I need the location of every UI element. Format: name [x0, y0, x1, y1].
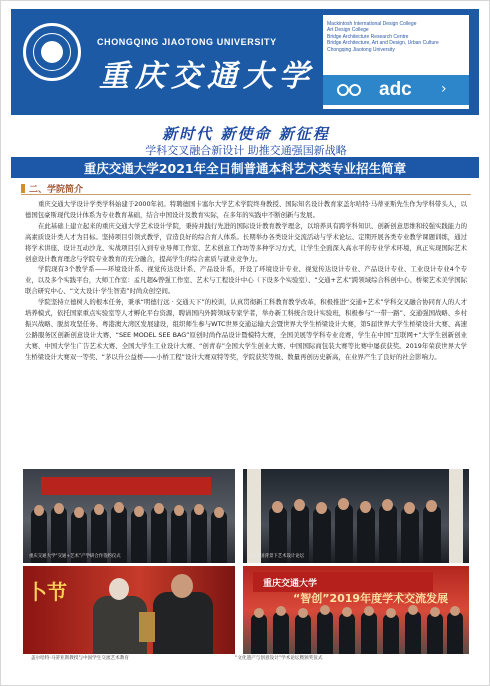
photo-forum-group — [243, 469, 469, 563]
adc-logo: adc — [379, 79, 412, 100]
heading-marker-icon — [21, 184, 25, 193]
section-body — [25, 199, 467, 363]
section-heading — [21, 182, 471, 195]
university-seal-icon — [23, 23, 81, 81]
university-name-en: CHONGQING JIAOTONG UNIVERSITY — [97, 37, 277, 47]
backdrop-text: “智创”2019年度学术交流发展 — [293, 592, 449, 605]
partner-line: Art Design College — [327, 27, 369, 34]
slogan: 新时代 新使命 新征程 — [162, 125, 330, 143]
stage-banner — [41, 477, 211, 495]
paragraph: 重庆交通大学设计学类学科始建于2000年初。特聘德国卡塞尔大学艺术学院终身教授、国际知名设计教育家盖尔哈特·马蒂亚斯先生作为学科带头人，以德国包豪斯现代设计体系为专业教育基础，结合中国设计及教育实际，在多年的实践中不断创新与发展。 — [25, 200, 467, 219]
header-banner — [11, 9, 479, 115]
photo-award-ceremony — [243, 566, 469, 654]
university-name-cn: 重庆交通大学 — [99, 59, 315, 94]
chevron-right-icon: › — [441, 81, 447, 97]
partner-line: Bridge Architecture, Art and Design, Urban Culture — [327, 40, 439, 47]
partner-line: Chongqing Jiaotong University — [327, 46, 395, 53]
photo-overlay-caption: 重庆交通大学“交通+艺术”产学研合作签约仪式 — [29, 554, 121, 559]
photo-professor-exchange — [23, 566, 235, 654]
paragraph: 在此基础上建立起来的重庆交通大学艺术设计学院，秉持并践行先进的国际设计教育教学理念，以培养具有跨学科知识、创新创意思维和较强实践能力的高素质设计类人才为目标。坚持项目引领式教学，营造良好的综合育人体系。长期举办各类设计交流活动与学术论坛、定期开展各类专业教学课题训练，通过将学术讲座、设计互动沙龙、实战项目引入到专业导师工作室、艺术创意工作坊等多种学习方式，让学生全面深入高水平的专业学术环境，真正实现国际艺术创意设计教育理念与学院专业教育的充分融合，提高学生的综合素质与就业竞争力。 — [25, 221, 467, 263]
partner-line: Bridge Architecture Research Centre — [327, 33, 409, 40]
photo-overlay-caption: 交通强国背景下艺术设计论坛 — [247, 554, 305, 559]
backdrop-text: 重庆交通大学 — [263, 579, 318, 589]
ring-icon — [337, 84, 349, 96]
photo-signing-ceremony — [23, 469, 235, 563]
sub-slogan: 学科交叉融合新设计 助推交通强国新战略 — [145, 144, 347, 157]
page-title: 重庆交通大学2021年全日制普通本科艺术类专业招生简章 — [83, 161, 407, 176]
title-bar — [11, 157, 479, 178]
section-heading-label: 二、学院简介 — [29, 185, 84, 195]
photo-caption: “文化遗产与创意设计”学术论坛暨颁奖仪式 — [235, 656, 323, 661]
partner-logo-panel — [323, 15, 469, 109]
partner-text — [327, 21, 447, 53]
award-plaque — [139, 612, 155, 642]
ring-icon — [349, 84, 361, 96]
backdrop-text: 卜节 — [27, 580, 67, 604]
paragraph: 学院坚持立德树人的根本任务，秉承“明德行远 · 交通天下”的校训，认真贯彻新工科教育教学改革，积极推进“交通+艺术”学科交叉融合协同育人的人才培养模式，依托国家重点实验室等人才孵化平台资源，聘请国内外跨领域专家学者，举办新工科统合设计实验班，积极参与“一带一路”、交通强国战略、乡村振兴战略、脱贫攻坚任务、粤港澳大湾区发展建设，组织师生参与WTC世界交通运输大会暨世界大学生桥梁设计大赛，第5届世界大学生桥梁设计大赛、高速公路服务区创新创意设计大赛、“SEE MODEL SEE BAG”原创时尚作品设计暨模特大赛，全国美展等学科专业竞赛，学生在中国“互联网+”大学生创新创业大赛、中国大学生广告艺术大赛、全国大学生工业设计大赛、“创青春”全国大学生创业大赛、中国国际商包装大赛等比赛中屡获获奖。2019年荣获世界大学生桥梁设计大赛双一等奖、“茅以升公益桥——小桥工程”设计大赛双特等奖，学院获奖等级、数量再创历史新高，在业界产生了良好的社会影响力。 — [25, 298, 467, 361]
photo-caption: 盖尔哈特·马蒂亚斯教授与中国学生交流艺术教育 — [31, 656, 129, 661]
paragraph: 学院现有3个教学系——环境设计系、视觉传达设计系、产品设计系，开设了环境设计专业、视觉传达设计专业、产品设计专业、工业设计专业4个专业，以及多个实践平台，大师工作室：孟凡超&曾强工作室、艺术与工程设计中心（下设多个实验室）、“交通+艺术”跨领域综合科创中心、桥梁艺术美学国际联合研究中心、“文大设计·学生智造”时尚众创空间。 — [25, 265, 467, 296]
partner-line: Mackintosh International Design College — [327, 21, 417, 27]
